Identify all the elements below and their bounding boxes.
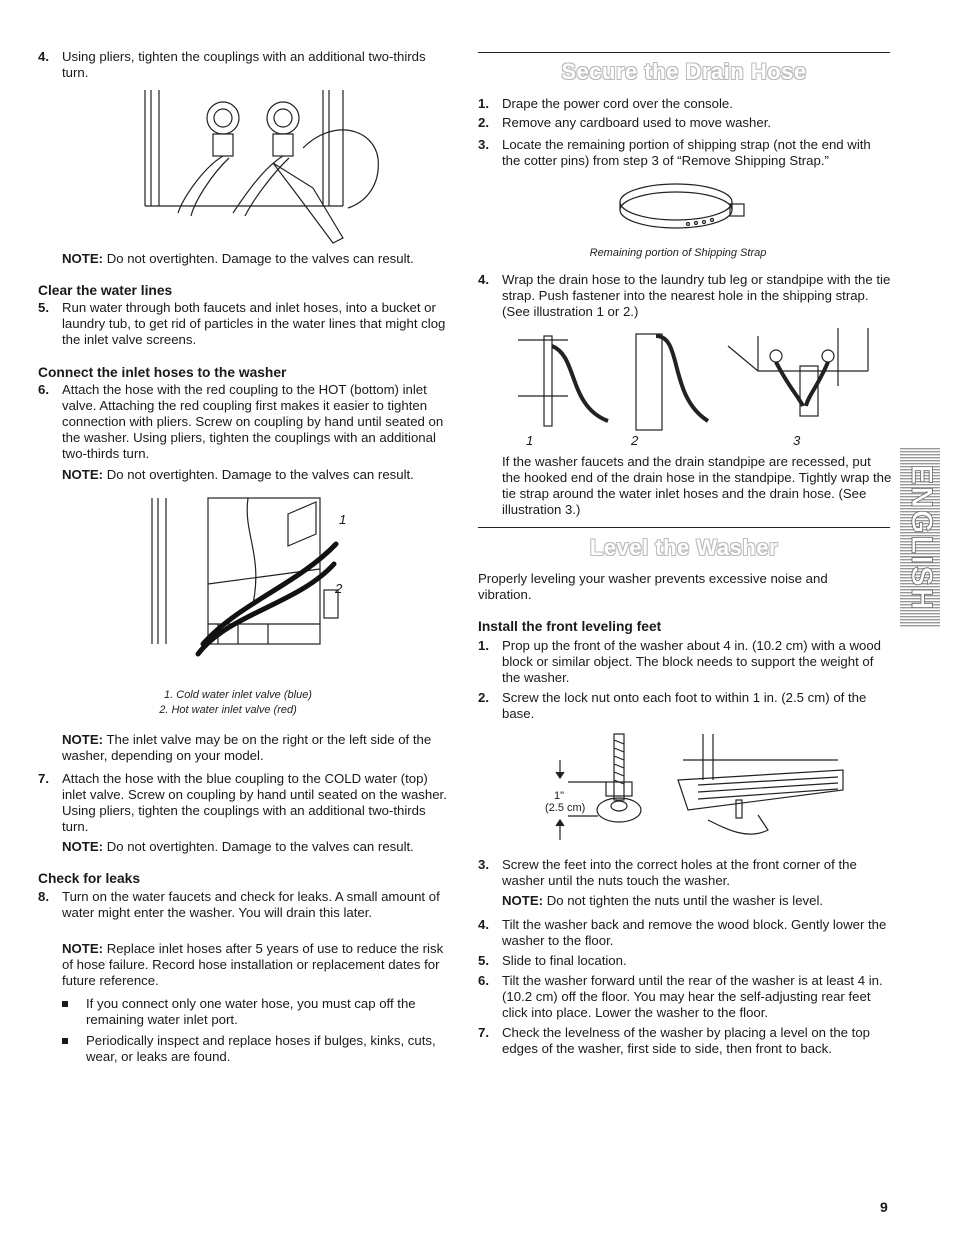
note-label: NOTE:: [62, 941, 104, 956]
note-3: [38, 732, 450, 764]
step-number: 2.: [478, 115, 489, 130]
step-text: Using pliers, tighten the couplings with an additional two-thirds turn.: [62, 49, 426, 80]
step-text: Slide to final location.: [502, 953, 627, 968]
feet-step-2: [478, 690, 916, 722]
feet-step-1: [478, 638, 916, 686]
bullet-square-icon: [62, 1001, 68, 1007]
drain-step-4: [478, 272, 916, 320]
step-number: 1.: [478, 96, 489, 111]
section-rule-drain: [478, 52, 890, 53]
step-text: Prop up the front of the washer about 4 in. (10.2 cm) with a wood block or similar object. The block needs to support the weight of the washer.: [502, 638, 881, 685]
step-number: 4.: [478, 917, 489, 932]
strap-caption: Remaining portion of Shipping Strap: [589, 247, 767, 259]
illustration-label-3: 3: [793, 433, 801, 448]
note-text: Do not overtighten. Damage to the valves can result.: [103, 251, 414, 266]
step-number: 8.: [38, 889, 49, 904]
step-5: [38, 300, 474, 348]
shipping-strap-illustration: [618, 180, 758, 238]
step-7: [38, 771, 474, 835]
language-side-tab: [900, 448, 940, 628]
step-text: Locate the remaining portion of shipping strap (not the end with the cotter pins) from step 3 of “Remove Shipping Strap.”: [502, 137, 871, 168]
note-label: NOTE:: [62, 732, 104, 747]
step-text: Tilt the washer forward until the rear of the washer is at least 4 in. (10.2 cm) off the floor. You may hear the self-adjusting rear feet click into place. Lower the washer to the floor.: [502, 973, 883, 1020]
step-text: Screw the feet into the correct holes at the front corner of the washer until the nuts touch the washer.: [502, 857, 857, 888]
leveling-foot-illustration: [538, 730, 878, 850]
feet-step-6: [478, 973, 916, 1021]
heading-clear-water-lines: Clear the water lines: [38, 283, 173, 298]
step-text: Attach the hose with the red coupling to the HOT (bottom) inlet valve. Attaching the red coupling first makes it easier to tighten connection with pliers. Screw on coupling by hand until seated on the washer. Using pliers, tighten the couplings with an additional two-thirds turn.: [62, 382, 444, 461]
note-5: [38, 941, 450, 989]
note-6: [478, 893, 892, 909]
note-label: NOTE:: [62, 839, 104, 854]
step-number: 5.: [38, 300, 49, 315]
bullet-text: If you connect only one water hose, you must cap off the remaining water inlet port.: [86, 996, 416, 1027]
step-number: 3.: [478, 137, 489, 152]
page-number: 9: [880, 1199, 888, 1215]
step-number: 7.: [478, 1025, 489, 1040]
note-text: The inlet valve may be on the right or the left side of the washer, depending on your model.: [62, 732, 432, 763]
step-8: [38, 889, 474, 921]
step-text: Wrap the drain hose to the laundry tub leg or standpipe with the tie strap. Push fastener into the nearest hole in the shipping strap. (See illustration 1 or 2.): [502, 272, 891, 319]
feet-step-5: [478, 953, 916, 969]
step-text: Run water through both faucets and inlet hoses, into a bucket or laundry tub, to get rid of particles in the water lines that might clog the inlet valve screens.: [62, 300, 446, 347]
heading-install-front-feet: Install the front leveling feet: [478, 619, 662, 634]
dimension-label: 1": [554, 790, 565, 802]
recessed-paragraph: If the washer faucets and the drain standpipe are recessed, put the hooked end of the drain hose in the standpipe. Tightly wrap the tie strap around the water inlet hoses and the drain hose. (See illustration 3.): [502, 454, 892, 517]
note-1: [38, 251, 450, 267]
step-text: Drape the power cord over the console.: [502, 96, 733, 111]
figure-caption-2: 2. Hot water inlet valve (red): [159, 704, 297, 716]
drain-step-1: [478, 96, 916, 112]
bullet-item: [38, 1033, 450, 1065]
step-number: 3.: [478, 857, 489, 872]
note-text: Do not tighten the nuts until the washer is level.: [543, 893, 824, 908]
note-label: NOTE:: [62, 467, 104, 482]
inlet-valve-illustration: [148, 494, 348, 674]
note-text: Do not overtighten. Damage to the valves can result.: [103, 467, 414, 482]
drain-hose-illustrations: [508, 326, 888, 436]
feet-step-3: [478, 857, 916, 889]
drain-step-2: [478, 115, 916, 131]
note-4: [38, 839, 450, 855]
step-text: Tilt the washer back and remove the wood block. Gently lower the washer to the floor.: [502, 917, 887, 948]
step-text: Remove any cardboard used to move washer.: [502, 115, 772, 130]
step-number: 7.: [38, 771, 49, 786]
illustration-label-1: 1: [526, 433, 534, 448]
note-2: [38, 467, 450, 483]
bullet-item: [38, 996, 450, 1028]
step-text: Screw the lock nut onto each foot to within 1 in. (2.5 cm) of the base.: [502, 690, 867, 721]
bullet-text: Periodically inspect and replace hoses if bulges, kinks, cuts, wear, or leaks are found.: [86, 1033, 436, 1064]
step-number: 5.: [478, 953, 489, 968]
note-text: Do not overtighten. Damage to the valves can result.: [103, 839, 414, 854]
step-number: 1.: [478, 638, 489, 653]
section-rule-level: [478, 527, 890, 528]
feet-step-4: [478, 917, 916, 949]
heading-connect-inlet-hoses: Connect the inlet hoses to the washer: [38, 365, 287, 380]
drain-step-3: [478, 137, 916, 169]
level-intro: Properly leveling your washer prevents excessive noise and vibration.: [478, 571, 828, 602]
section-title-drain-hose: Secure the Drain Hose: [561, 59, 807, 84]
pliers-illustration: [133, 88, 393, 246]
step-6: [38, 382, 474, 462]
illustration-label-2: 2: [631, 433, 639, 448]
step-number: 2.: [478, 690, 489, 705]
note-label: NOTE:: [502, 893, 544, 908]
bullet-square-icon: [62, 1038, 68, 1044]
feet-step-7: [478, 1025, 916, 1057]
heading-check-for-leaks: Check for leaks: [38, 871, 140, 886]
step-text: Turn on the water faucets and check for leaks. A small amount of water might enter the washer. You will drain this later.: [62, 889, 440, 920]
step-number: 4.: [38, 49, 49, 64]
figure-label-1: 1: [339, 512, 347, 527]
figure-caption-1: 1. Cold water inlet valve (blue): [164, 689, 312, 701]
step-text: Check the levelness of the washer by placing a level on the top edges of the washer, first side to side, then front to back.: [502, 1025, 871, 1056]
step-4: [38, 49, 474, 81]
side-tab-text: ENGLISH: [905, 464, 939, 612]
note-text: Replace inlet hoses after 5 years of use to reduce the risk of hose failure. Record hose installation or replacement dates for future reference.: [62, 941, 444, 988]
figure-label-2: 2: [335, 581, 343, 596]
step-number: 6.: [478, 973, 489, 988]
step-number: 6.: [38, 382, 49, 397]
dimension-label-cm: (2.5 cm): [545, 802, 586, 814]
step-text: Attach the hose with the blue coupling to the COLD water (top) inlet valve. Screw on coupling by hand until seated on the washer. Using pliers, tighten the couplings with an additional two-thirds turn.: [62, 771, 447, 834]
section-title-level-washer: Level the Washer: [589, 535, 779, 560]
note-label: NOTE:: [62, 251, 104, 266]
step-number: 4.: [478, 272, 489, 287]
